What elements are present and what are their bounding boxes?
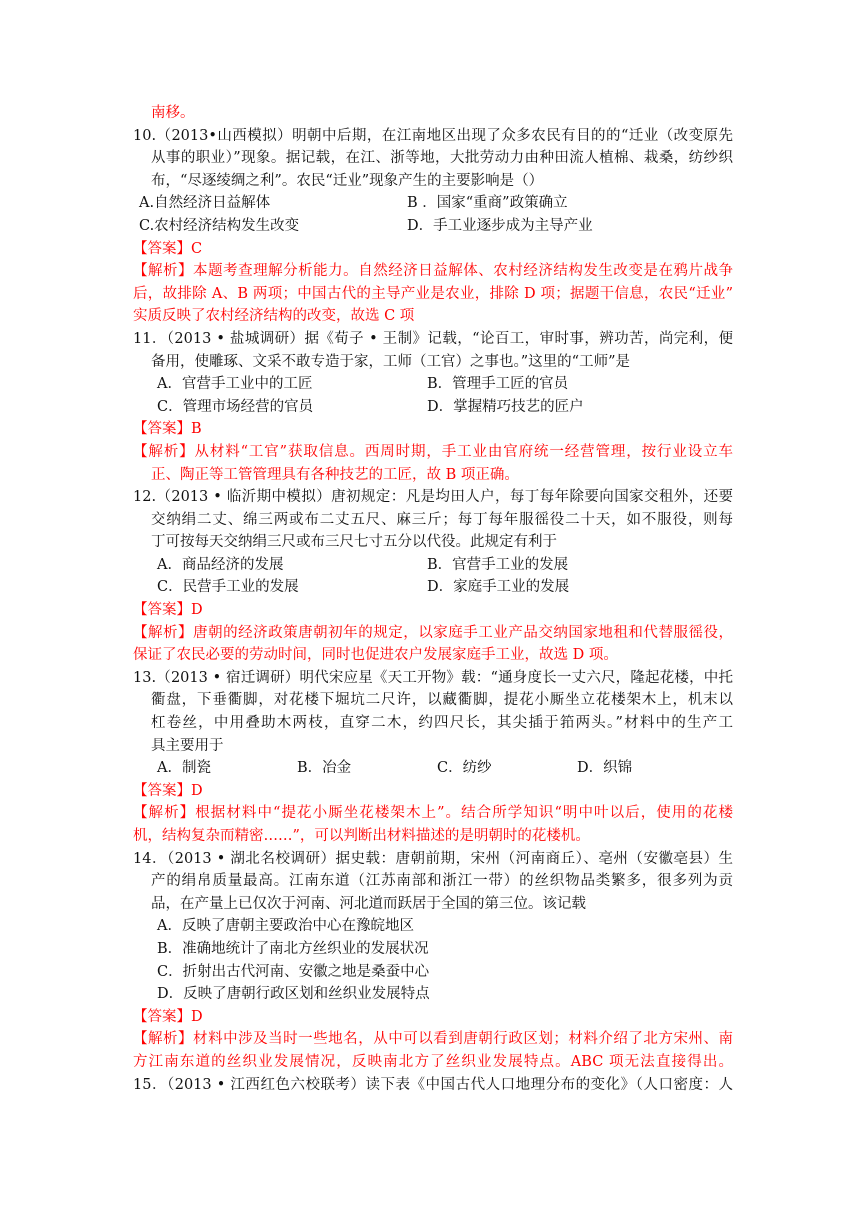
option-text: D．织锦 bbox=[577, 760, 633, 777]
text-line: 具主要用于 bbox=[151, 737, 224, 754]
option-text: A.自然经济日益解体 bbox=[139, 195, 271, 212]
answer-line: 保证了农民必要的劳动时间，同时也促进农户发展家庭手工业，故选 D 项。 bbox=[133, 647, 618, 664]
text-line: B．准确地统计了南北方丝织业的发展状况 bbox=[157, 940, 429, 957]
answer-line: 南移。 bbox=[151, 105, 195, 121]
answer-line: 方江南东道的丝织业发展情况，反映南北方了丝织业发展特点。ABC 项无法直接得出。 bbox=[133, 1053, 733, 1070]
answer-line: 【答案】D bbox=[133, 602, 203, 619]
option-text: A．官营手工业中的工匠 bbox=[157, 376, 313, 393]
option-row bbox=[133, 215, 733, 238]
answer-line: 【答案】D bbox=[133, 782, 203, 799]
option-text: B ．国家“重商”政策确立 bbox=[407, 195, 568, 212]
option-text: C．民营手工业的发展 bbox=[157, 579, 299, 596]
text-line: 14．（2013 • 湖北名校调研）据史载：唐朝前期，宋州（河南商丘）、亳州（安徽亳县）生 bbox=[133, 850, 733, 867]
answer-line: 【解析】本题考查理解分析能力。自然经济日益解体、农村经济结构发生改变是在鸦片战争 bbox=[133, 263, 733, 280]
text-line: 交纳绢二丈、绵三两或布二丈五尺、麻三斤；每丁每年服徭役二十天，如不服役，则每 bbox=[151, 511, 733, 528]
text-line: D．反映了唐朝行政区划和丝织业发展特点 bbox=[157, 986, 430, 1003]
text-line: 11．（2013 • 盐城调研）据《荀子 • 王制》记载，“论百工，审时事，辨功苦，尚完利，便 bbox=[133, 330, 733, 347]
option-row bbox=[133, 554, 733, 577]
option-text: D．家庭手工业的发展 bbox=[427, 579, 570, 596]
option-row bbox=[133, 576, 733, 599]
option-row bbox=[133, 757, 733, 780]
answer-line: 【解析】材料中涉及当时一些地名，从中可以看到唐朝行政区划；材料介绍了北方宋州、南 bbox=[133, 1031, 733, 1048]
answer-line: 【解析】唐朝的经济政策唐朝初年的规定，以家庭手工业产品交纳国家地租和代替服徭役， bbox=[133, 624, 733, 641]
option-row bbox=[133, 192, 733, 215]
answer-line: 【答案】B bbox=[133, 421, 202, 438]
answer-line: 【解析】根据材料中“提花小厮坐花楼架木上”。结合所学知识“明中叶以后，使用的花楼 bbox=[133, 805, 733, 822]
option-text: C.农村经济结构发生改变 bbox=[139, 217, 300, 234]
text-line: A．反映了唐朝主要政治中心在豫皖地区 bbox=[157, 918, 414, 935]
answer-line: 实质反映了农村经济结构的改变，故选 C 项 bbox=[133, 308, 415, 325]
answer-line: 【答案】C bbox=[133, 240, 203, 257]
text-line: 品，在产量上已仅次于河南、河北道而跃居于全国的第三位。该记载 bbox=[151, 895, 586, 912]
option-text: B．管理手工匠的官员 bbox=[427, 376, 569, 393]
option-text: B．冶金 bbox=[297, 760, 352, 777]
text-line: 丁可按每天交纳绢三尺或布三尺七寸五分以代役。此规定有利于 bbox=[151, 534, 557, 551]
text-line: 10.（2013•山西模拟）明朝中后期，在江南地区出现了众多农民有目的的“迁业（改变原先 bbox=[133, 127, 733, 144]
option-text: D．手工业逐步成为主导产业 bbox=[407, 217, 593, 234]
answer-line: 后，故排除 A、B 两项；中国古代的主导产业是农业，排除 D 项；据题干信息，农民“迁业” bbox=[133, 285, 733, 302]
answer-line: 【解析】从材料“工官”获取信息。西周时期，手工业由官府统一经营管理，按行业设立车 bbox=[133, 443, 733, 460]
option-text: A．制瓷 bbox=[157, 760, 211, 777]
text-line: 备用，使雕琢、文采不敢专造于家，工师（工官）之事也。”这里的“工师”是 bbox=[151, 353, 630, 370]
answer-line: 【答案】D bbox=[133, 1008, 203, 1025]
text-line: 12.（2013 • 临沂期中模拟）唐初规定：凡是均田人户，每丁每年除要向国家交租外，还要 bbox=[133, 489, 733, 506]
option-row bbox=[133, 373, 733, 396]
option-row bbox=[133, 396, 733, 419]
text-line: 13.（2013 • 宿迁调研）明代宋应星《天工开物》载：“通身度长一丈六尺，隆起花楼，中托 bbox=[133, 669, 733, 686]
document-body bbox=[133, 102, 733, 1096]
text-line: 15．（2013 • 江西红色六校联考）读下表《中国古代人口地理分布的变化》（人口密度：人 bbox=[133, 1076, 733, 1093]
text-line: C．折射出古代河南、安徽之地是桑蚕中心 bbox=[157, 963, 430, 980]
text-line: 杠卷丝，中用叠助木两枝，直穿二木，约四尺长，其尖插于筘两头。”材料中的生产工 bbox=[151, 715, 733, 732]
option-text: C．纺纱 bbox=[437, 760, 492, 777]
answer-line: 正、陶正等工管管理具有各种技艺的工匠，故 B 项正确。 bbox=[151, 466, 519, 483]
option-text: C．管理市场经营的官员 bbox=[157, 398, 314, 415]
answer-line: 机，结构复杂而精密……”，可以判断出材料描述的是明朝时的花楼机。 bbox=[133, 828, 590, 844]
text-line: 从事的职业）”现象。据记载，在江、浙等地，大批劳动力由种田流人植棉、栽桑，纺纱织 bbox=[151, 150, 733, 167]
option-text: B．官营手工业的发展 bbox=[427, 556, 569, 573]
option-text: D．掌握精巧技艺的匠户 bbox=[427, 398, 584, 415]
text-line: 衢盘，下垂衢脚，对花楼下堀坑二尺许，以藏衢脚，提花小厮坐立花楼架木上，机末以 bbox=[151, 692, 733, 709]
text-line: 布，“尽逐绫绸之利”。农民“迁业”现象产生的主要影响是（） bbox=[151, 172, 544, 189]
text-line: 产的绢帛质量最高。江南东道（江苏南部和浙江一带）的丝织物品类繁多，很多列为贡 bbox=[151, 873, 733, 890]
option-text: A．商品经济的发展 bbox=[157, 556, 284, 573]
